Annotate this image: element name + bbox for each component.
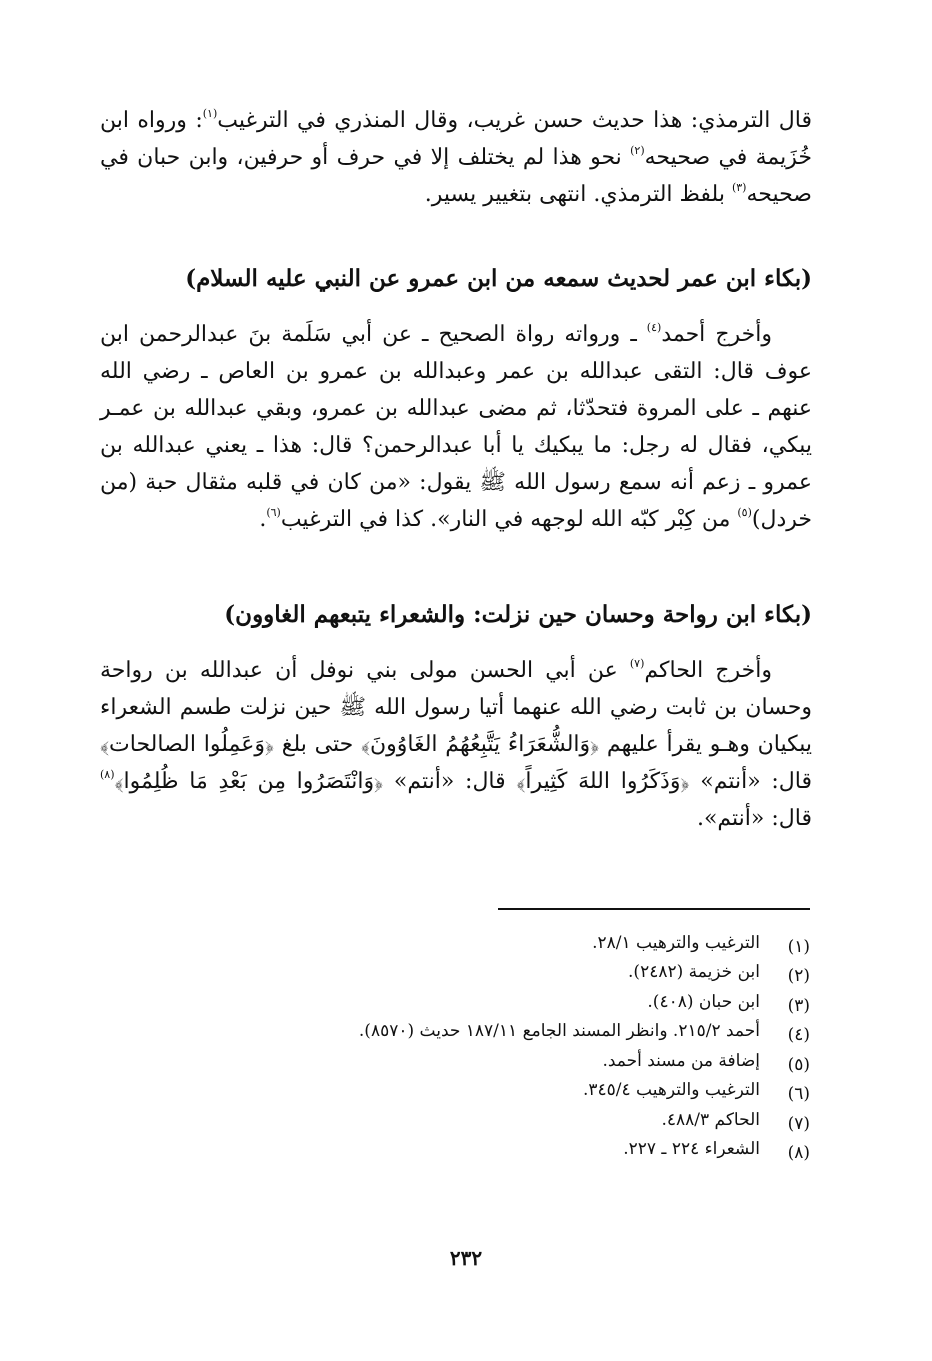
footnote-7 xyxy=(150,1105,810,1135)
footnote-ref-1[interactable]: (١) xyxy=(202,107,218,120)
footnote-3 xyxy=(150,987,810,1017)
footnote-text: ابن حبان (٤٠٨). xyxy=(647,991,760,1012)
footnote-6 xyxy=(150,1076,810,1106)
footnote-text: ابن خزيمة (٢٤٨٢). xyxy=(628,962,760,983)
footnote-ref-4[interactable]: (٤) xyxy=(646,321,662,334)
footnote-text: الترغيب والترهيب ٣٤٥/٤. xyxy=(582,1080,760,1101)
text-run: بلفظ الترمذي. انتهى بتغيير يسير. xyxy=(424,182,732,207)
footnote-number: (٥) xyxy=(787,1054,810,1075)
footnote-ref-5[interactable]: (٥) xyxy=(737,506,752,519)
page-number: ٢٣٢ xyxy=(449,1246,483,1270)
text-run: : ورواه xyxy=(137,108,203,133)
footnote-text: إضافة من مسند أحمد. xyxy=(602,1050,760,1071)
text-run: ابن خُزَيمة في صحيحه xyxy=(100,108,813,170)
footnote-text: الشعراء ٢٢٤ ـ ٢٢٧. xyxy=(623,1139,760,1160)
footnote-ref-6[interactable]: (٦) xyxy=(266,506,281,519)
text-run: عن أبي الحسن مولى بني نوفل أن عبدالله بن رواحة وحسان بن ثابت رضي الله عنهما أتيا رسول الله ﷺ حين نزلت طسم الشعراء يبكيان وهـو يقرأ عليهم ﴿وَالشُّعَرَاءُ يَتَّبِعُهُمُ الغَاوُونَ﴾ حتى بلغ ﴿وَعَمِلُوا الصالحات﴾ قال: «أنتم» ﴿وَذَكَرُوا اللهَ كَثِيراً﴾ قال: «أنتم» ﴿وَانْتَصَرُوا مِن بَعْدِ مَا ظُلِمُوا﴾ xyxy=(100,658,812,794)
footnotes xyxy=(150,928,810,1164)
footnote-number: (٢) xyxy=(787,966,810,987)
footnote-number: (٦) xyxy=(787,1084,810,1105)
paragraph-2 xyxy=(100,316,812,538)
footnote-number: (٨) xyxy=(787,1143,810,1164)
section-heading-1: (بكاء ابن عمر لحديث سمعه من ابن عمرو عن النبي عليه السلام) xyxy=(185,265,812,292)
text-run: وأخرج الحاكم xyxy=(644,658,772,683)
footnote-2 xyxy=(150,958,810,988)
footnote-number: (٤) xyxy=(787,1025,810,1046)
section-heading-2: (بكاء ابن رواحة وحسان حين نزلت: والشعراء يتبعهم الغاوون) xyxy=(224,601,812,628)
footnote-ref-2[interactable]: (٢) xyxy=(630,144,645,157)
footnote-4 xyxy=(150,1017,810,1047)
footnote-ref-3[interactable]: (٣) xyxy=(731,181,747,194)
text-run: من كِبْر كبّه الله لوجهه في النار». كذا في الترغيب xyxy=(280,507,738,532)
footnote-number: (١) xyxy=(787,936,810,957)
footnote-text: أحمد ٢١٥/٢. وانظر المسند الجامع ١٨٧/١١ حديث (٨٥٧٠). xyxy=(358,1021,760,1042)
text-run: ـ ورواته رواة الصحيح ـ عن أبي سَلَمة بنَ عبدالرحمن ابن عوف قال: التقى عبدالله بن عمر وعبدالله بن عمرو بن العاص ـ رضي الله عنهم ـ على المروة فتحدّثا، ثم مضى عبدالله بن عمرو، وبقي عبدالله بن عمـر يبكي، فقال له رجل: ما يبكيك يا أبا عبدالرحمن؟ قال: هذا ـ يعني عبدالله بن عمرو ـ زعم أنه سمع رسول الله ﷺ يقول: «من كان في قلبه مثقال حبة (من خردل) xyxy=(100,322,812,532)
footnote-number: (٣) xyxy=(787,995,810,1016)
text-run: قال الترمذي: هذا حديث حسن غريب، وقال المنذري في الترغيب xyxy=(217,108,812,133)
footnote-5 xyxy=(150,1046,810,1076)
footnote-text: الترغيب والترهيب ٢٨/١. xyxy=(592,932,760,953)
paragraph-3 xyxy=(100,652,812,837)
footnote-8 xyxy=(150,1135,810,1165)
footnote-1 xyxy=(150,928,810,958)
text-run: . xyxy=(259,507,267,532)
footnote-ref-8[interactable]: (٨) xyxy=(100,768,115,781)
text-run: وأخرج أحمد xyxy=(661,322,772,347)
footnote-number: (٧) xyxy=(787,1113,810,1134)
text-run: حبان في صحيحه xyxy=(100,145,812,207)
text-run: قال: «أنتم». xyxy=(696,806,812,831)
footnote-ref-7[interactable]: (٧) xyxy=(629,657,645,670)
footnote-separator xyxy=(498,908,810,910)
paragraph-1 xyxy=(100,102,812,213)
text-run: نحو هذا لم يختلف إلا في حرف أو حرفين، وابن xyxy=(188,145,631,170)
footnote-text: الحاكم ٤٨٨/٣. xyxy=(661,1109,760,1130)
